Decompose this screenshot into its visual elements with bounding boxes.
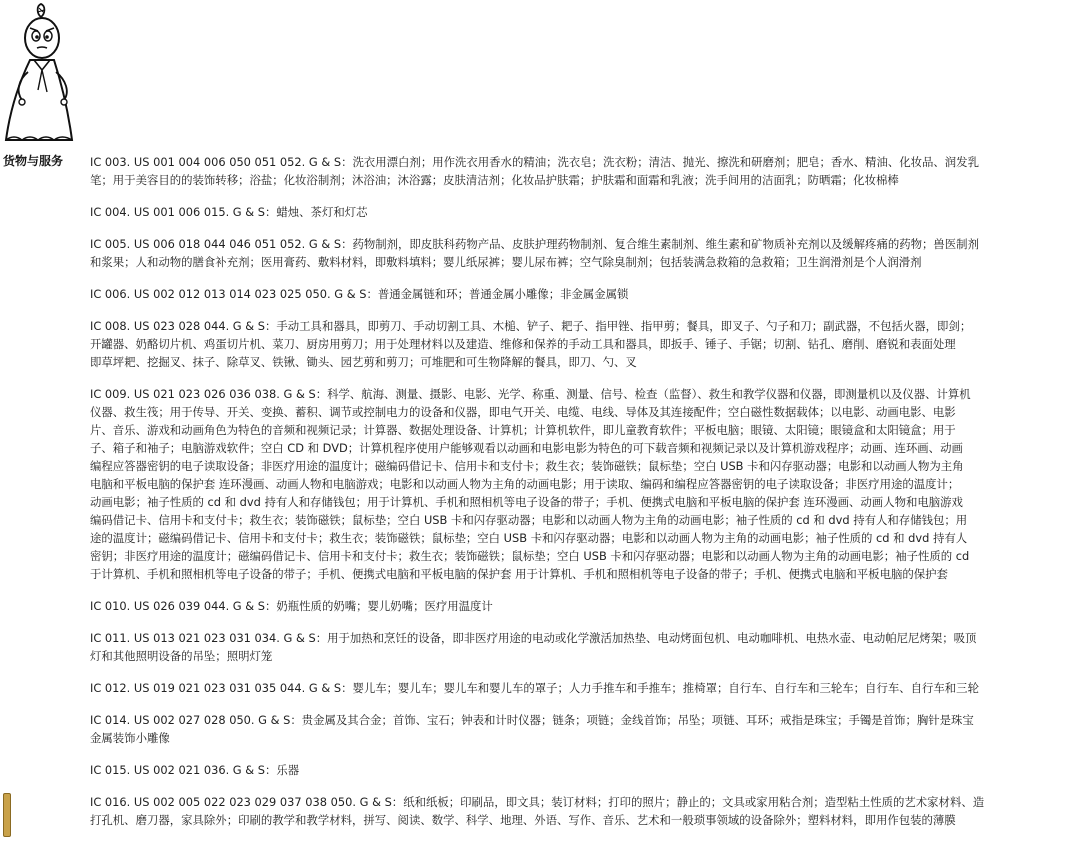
entry-text-line: 打孔机、磨刀器，家具除外；印刷的教学和教学材料，拼写、阅读、数学、科学、地理、外语、写作、音乐、艺术和一般琐事领域的设备除外；塑料材料，即用作包装的薄膜 xyxy=(90,813,956,827)
class-entry xyxy=(90,235,1080,271)
entry-text-line: 即草坪耙、挖掘叉、抹子、除草叉、铁锹、锄头、园艺剪和剪刀；可堆肥和可生物降解的餐具，即刀、勺、叉 xyxy=(90,355,637,369)
class-entry xyxy=(90,711,1080,747)
scroll-handle[interactable] xyxy=(3,793,11,837)
entry-text-line: 片、音乐、游戏和动画角色为特色的音频和视频记录；计算器、数据处理设备、计算机；计算机软件，即儿童教育软件；平板电脑；眼镜、太阳镜；眼镜盒和太阳镜盒；用于 xyxy=(90,423,956,437)
class-entry xyxy=(90,153,1080,189)
entry-text-line: 笔；用于美容目的的装饰转移；浴盐；化妆浴制剂；沐浴油；沐浴露；皮肤清洁剂；化妆品护肤霜；护肤霜和面霜和乳液；洗手间用的洁面乳；防晒霜；化妆棉棒 xyxy=(90,173,899,187)
goods-services-list xyxy=(90,153,1080,843)
class-entry xyxy=(90,629,1080,665)
entry-text-line: IC 005. US 006 018 044 046 051 052. G & S：药物制剂，即皮肤科药物产品、皮肤护理药物制剂、复合维生素制剂、维生素和矿物质补充剂以及缓解疼痛的药物；兽医制剂 xyxy=(90,237,979,251)
entry-text-line: IC 012. US 019 021 023 031 035 044. G & S：婴儿车；婴儿车；婴儿车和婴儿车的罩子；人力手推车和手推车；推椅罩；自行车、自行车和三轮车；自行车、自行车和三轮 xyxy=(90,681,979,695)
entry-text-line: 动画电影；袖子性质的 cd 和 dvd 持有人和存储钱包；用于计算机、手机和照相机等电子设备的带子；手机、便携式电脑和平板电脑的保护套 连环漫画、动画人物和电脑游戏 xyxy=(90,495,963,509)
entry-text-line: IC 004. US 001 006 015. G & S：蜡烛、茶灯和灯芯 xyxy=(90,205,368,219)
class-entry xyxy=(90,679,1080,697)
class-entry xyxy=(90,385,1080,583)
entry-text-line: 密钥；非医疗用途的温度计；磁编码借记卡、信用卡和支付卡；救生衣；装饰磁铁；鼠标垫；空白 USB 卡和闪存驱动器；电影和以动画人物为主角的动画电影；袖子性质的 cd xyxy=(90,549,970,563)
entry-text-line: 电脑和平板电脑的保护套 连环漫画、动画人物和电脑游戏；电影和以动画人物为主角的动画电影；用于读取、编码和编程应答器密钥的电子读取设备；非医疗用途的温度计； xyxy=(90,477,960,491)
entry-text-line: IC 010. US 026 039 044. G & S：奶瓶性质的奶嘴；婴儿奶嘴；医疗用温度计 xyxy=(90,599,493,613)
entry-text-line: 开罐器、奶酪切片机、鸡蛋切片机、菜刀、厨房用剪刀；用于处理材料以及建造、维修和保养的手动工具和器具，即扳手、锤子、手锯；切割、钻孔、磨削、磨锐和表面处理 xyxy=(90,337,956,351)
entry-text-line: IC 008. US 023 028 044. G & S：手动工具和器具，即剪刀、手动切割工具、木槌、铲子、耙子、指甲锉、指甲剪；餐具，即叉子、勺子和刀；副武器，不包括火器，即剑； xyxy=(90,319,972,333)
class-entry xyxy=(90,203,1080,221)
entry-text-line: 和浆果；人和动物的膳食补充剂；医用膏药、敷料材料，即敷料填料；婴儿纸尿裤；婴儿尿布裤；空气除臭制剂；包括装满急救箱的急救箱；卫生润滑剂是个人润滑剂 xyxy=(90,255,922,269)
goods-services-label: 货物与服务 xyxy=(3,154,64,168)
class-entry xyxy=(90,317,1080,371)
class-entry xyxy=(90,793,1080,829)
little-my-character-icon xyxy=(0,0,82,150)
entry-text-line: 于计算机、手机和照相机等电子设备的带子；手机、便携式电脑和平板电脑的保护套 用于计算机、手机和照相机等电子设备的带子；手机、便携式电脑和平板电脑的保护套 xyxy=(90,567,948,581)
entry-text-line: 编码借记卡、信用卡和支付卡；救生衣；装饰磁铁；鼠标垫；空白 USB 卡和闪存驱动器；电影和以动画人物为主角的动画电影；袖子性质的 cd 和 dvd 持有人和存储钱包；用 xyxy=(90,513,968,527)
class-entry xyxy=(90,285,1080,303)
entry-text-line: IC 006. US 002 012 013 014 023 025 050. G & S：普通金属链和环；普通金属小雕像；非金属金属锁 xyxy=(90,287,629,301)
class-entry xyxy=(90,597,1080,615)
class-entry xyxy=(90,761,1080,779)
entry-text-line: 金属装饰小雕像 xyxy=(90,731,170,745)
entry-text-line: 灯和其他照明设备的吊坠；照明灯笼 xyxy=(90,649,273,663)
entry-text-line: 途的温度计；磁编码借记卡、信用卡和支付卡；救生衣；装饰磁铁；鼠标垫；空白 USB 卡和闪存驱动器；电影和以动画人物为主角的动画电影；袖子性质的 cd 和 dvd 持有人 xyxy=(90,531,968,545)
entry-text-line: 仪器、救生筏；用于传导、开关、变换、蓄积、调节或控制电力的设备和仪器，即电气开关、电缆、电线、导体及其连接配件；空白磁性数据载体；以电影、动画电影、电影 xyxy=(90,405,956,419)
entry-text-line: IC 015. US 002 021 036. G & S：乐器 xyxy=(90,763,300,777)
entry-text-line: IC 009. US 021 023 026 036 038. G & S：科学、航海、测量、摄影、电影、光学、称重、测量、信号、检查（监督）、救生和教学仪器和仪器，即测量机以及仪器、计算机 xyxy=(90,387,971,401)
entry-text-line: IC 011. US 013 021 023 031 034. G & S：用于加热和烹饪的设备，即非医疗用途的电动或化学激活加热垫、电动烤面包机、电动咖啡机、电热水壶、电动帕尼尼烤架；吸顶 xyxy=(90,631,977,645)
entry-text-line: IC 003. US 001 004 006 050 051 052. G & S：洗衣用漂白剂；用作洗衣用香水的精油；洗衣皂；洗衣粉；清洁、抛光、擦洗和研磨剂；肥皂；香水、精油、化妆品、润发乳 xyxy=(90,155,979,169)
entry-text-line: 编程应答器密钥的电子读取设备；非医疗用途的温度计；磁编码借记卡、信用卡和支付卡；救生衣；装饰磁铁；鼠标垫；空白 USB 卡和闪存驱动器；电影和以动画人物为主角 xyxy=(90,459,964,473)
entry-text-line: IC 014. US 002 027 028 050. G & S：贵金属及其合金；首饰、宝石；钟表和计时仪器；链条；项链；金线首饰；吊坠；项链、耳环；戒指是珠宝；手镯是首饰；胸针是珠宝 xyxy=(90,713,974,727)
entry-text-line: IC 016. US 002 005 022 023 029 037 038 050. G & S：纸和纸板；印刷品，即文具；装订材料；打印的照片；静止的；文具或家用粘合剂；造型粘土性质的艺术家材料、造 xyxy=(90,795,985,809)
entry-text-line: 子、箱子和袖子；电脑游戏软件；空白 CD 和 DVD；计算机程序使用户能够观看以动画和电影电影为特色的可下载音频和视频记录以及计算机游戏程序；动画、连环画、动画 xyxy=(90,441,963,455)
